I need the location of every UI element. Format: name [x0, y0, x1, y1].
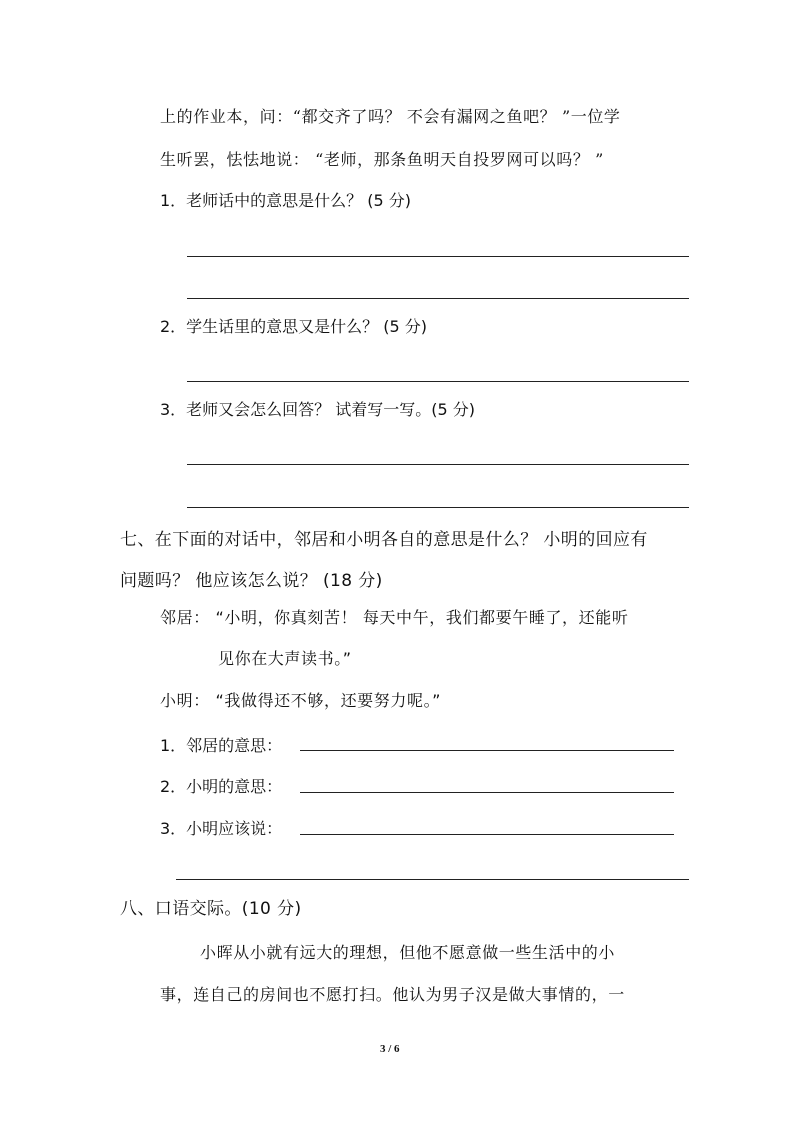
item-3-label: 3．小明应该说： — [160, 819, 283, 838]
answer-line[interactable] — [187, 381, 689, 382]
answer-line[interactable] — [187, 507, 689, 508]
fill-line[interactable] — [300, 792, 674, 793]
question-3-label: 3．老师又会怎么回答？ 试着写一写。(5 分) — [160, 400, 476, 419]
section-7-title-line-1: 七、在下面的对话中，邻居和小明各自的意思是什么？ 小明的回应有 — [120, 530, 648, 550]
fill-line[interactable] — [300, 750, 674, 751]
page-number: 3 / 6 — [380, 1043, 400, 1055]
answer-line[interactable] — [187, 464, 689, 465]
question-2-label: 2．学生话里的意思又是什么？ (5 分) — [160, 317, 428, 336]
neighbor-speech-line-2: 见你在大声读书。” — [218, 649, 352, 668]
question-1-label: 1．老师话中的意思是什么？ (5 分) — [160, 191, 412, 210]
xiaoming-speech: 小明： “我做得还不够，还要努力呢。” — [160, 691, 442, 710]
section-8-title: 八、口语交际。(10 分) — [120, 899, 302, 919]
answer-line[interactable] — [176, 879, 689, 880]
story-line-1: 上的作业本，问：“都交齐了吗？ 不会有漏网之鱼吧？ ”一位学 — [160, 107, 621, 126]
paragraph-line-1: 小晖从小就有远大的理想，但他不愿意做一些生活中的小 — [200, 943, 616, 962]
paragraph-line-2: 事，连自己的房间也不愿打扫。他认为男子汉是做大事情的，一 — [160, 985, 625, 1004]
fill-line[interactable] — [300, 834, 674, 835]
answer-line[interactable] — [187, 298, 689, 299]
section-7-title-line-2: 问题吗？ 他应该怎么说？ (18 分) — [120, 571, 383, 591]
story-line-2: 生听罢，怯怯地说： “老师，那条鱼明天自投罗网可以吗？ ” — [160, 150, 604, 169]
neighbor-speech-line-1: 邻居： “小明，你真刻苦！ 每天中午，我们都要午睡了，还能听 — [160, 608, 629, 627]
item-2-label: 2．小明的意思： — [160, 777, 283, 796]
item-1-label: 1．邻居的意思： — [160, 736, 283, 755]
answer-line[interactable] — [187, 256, 689, 257]
